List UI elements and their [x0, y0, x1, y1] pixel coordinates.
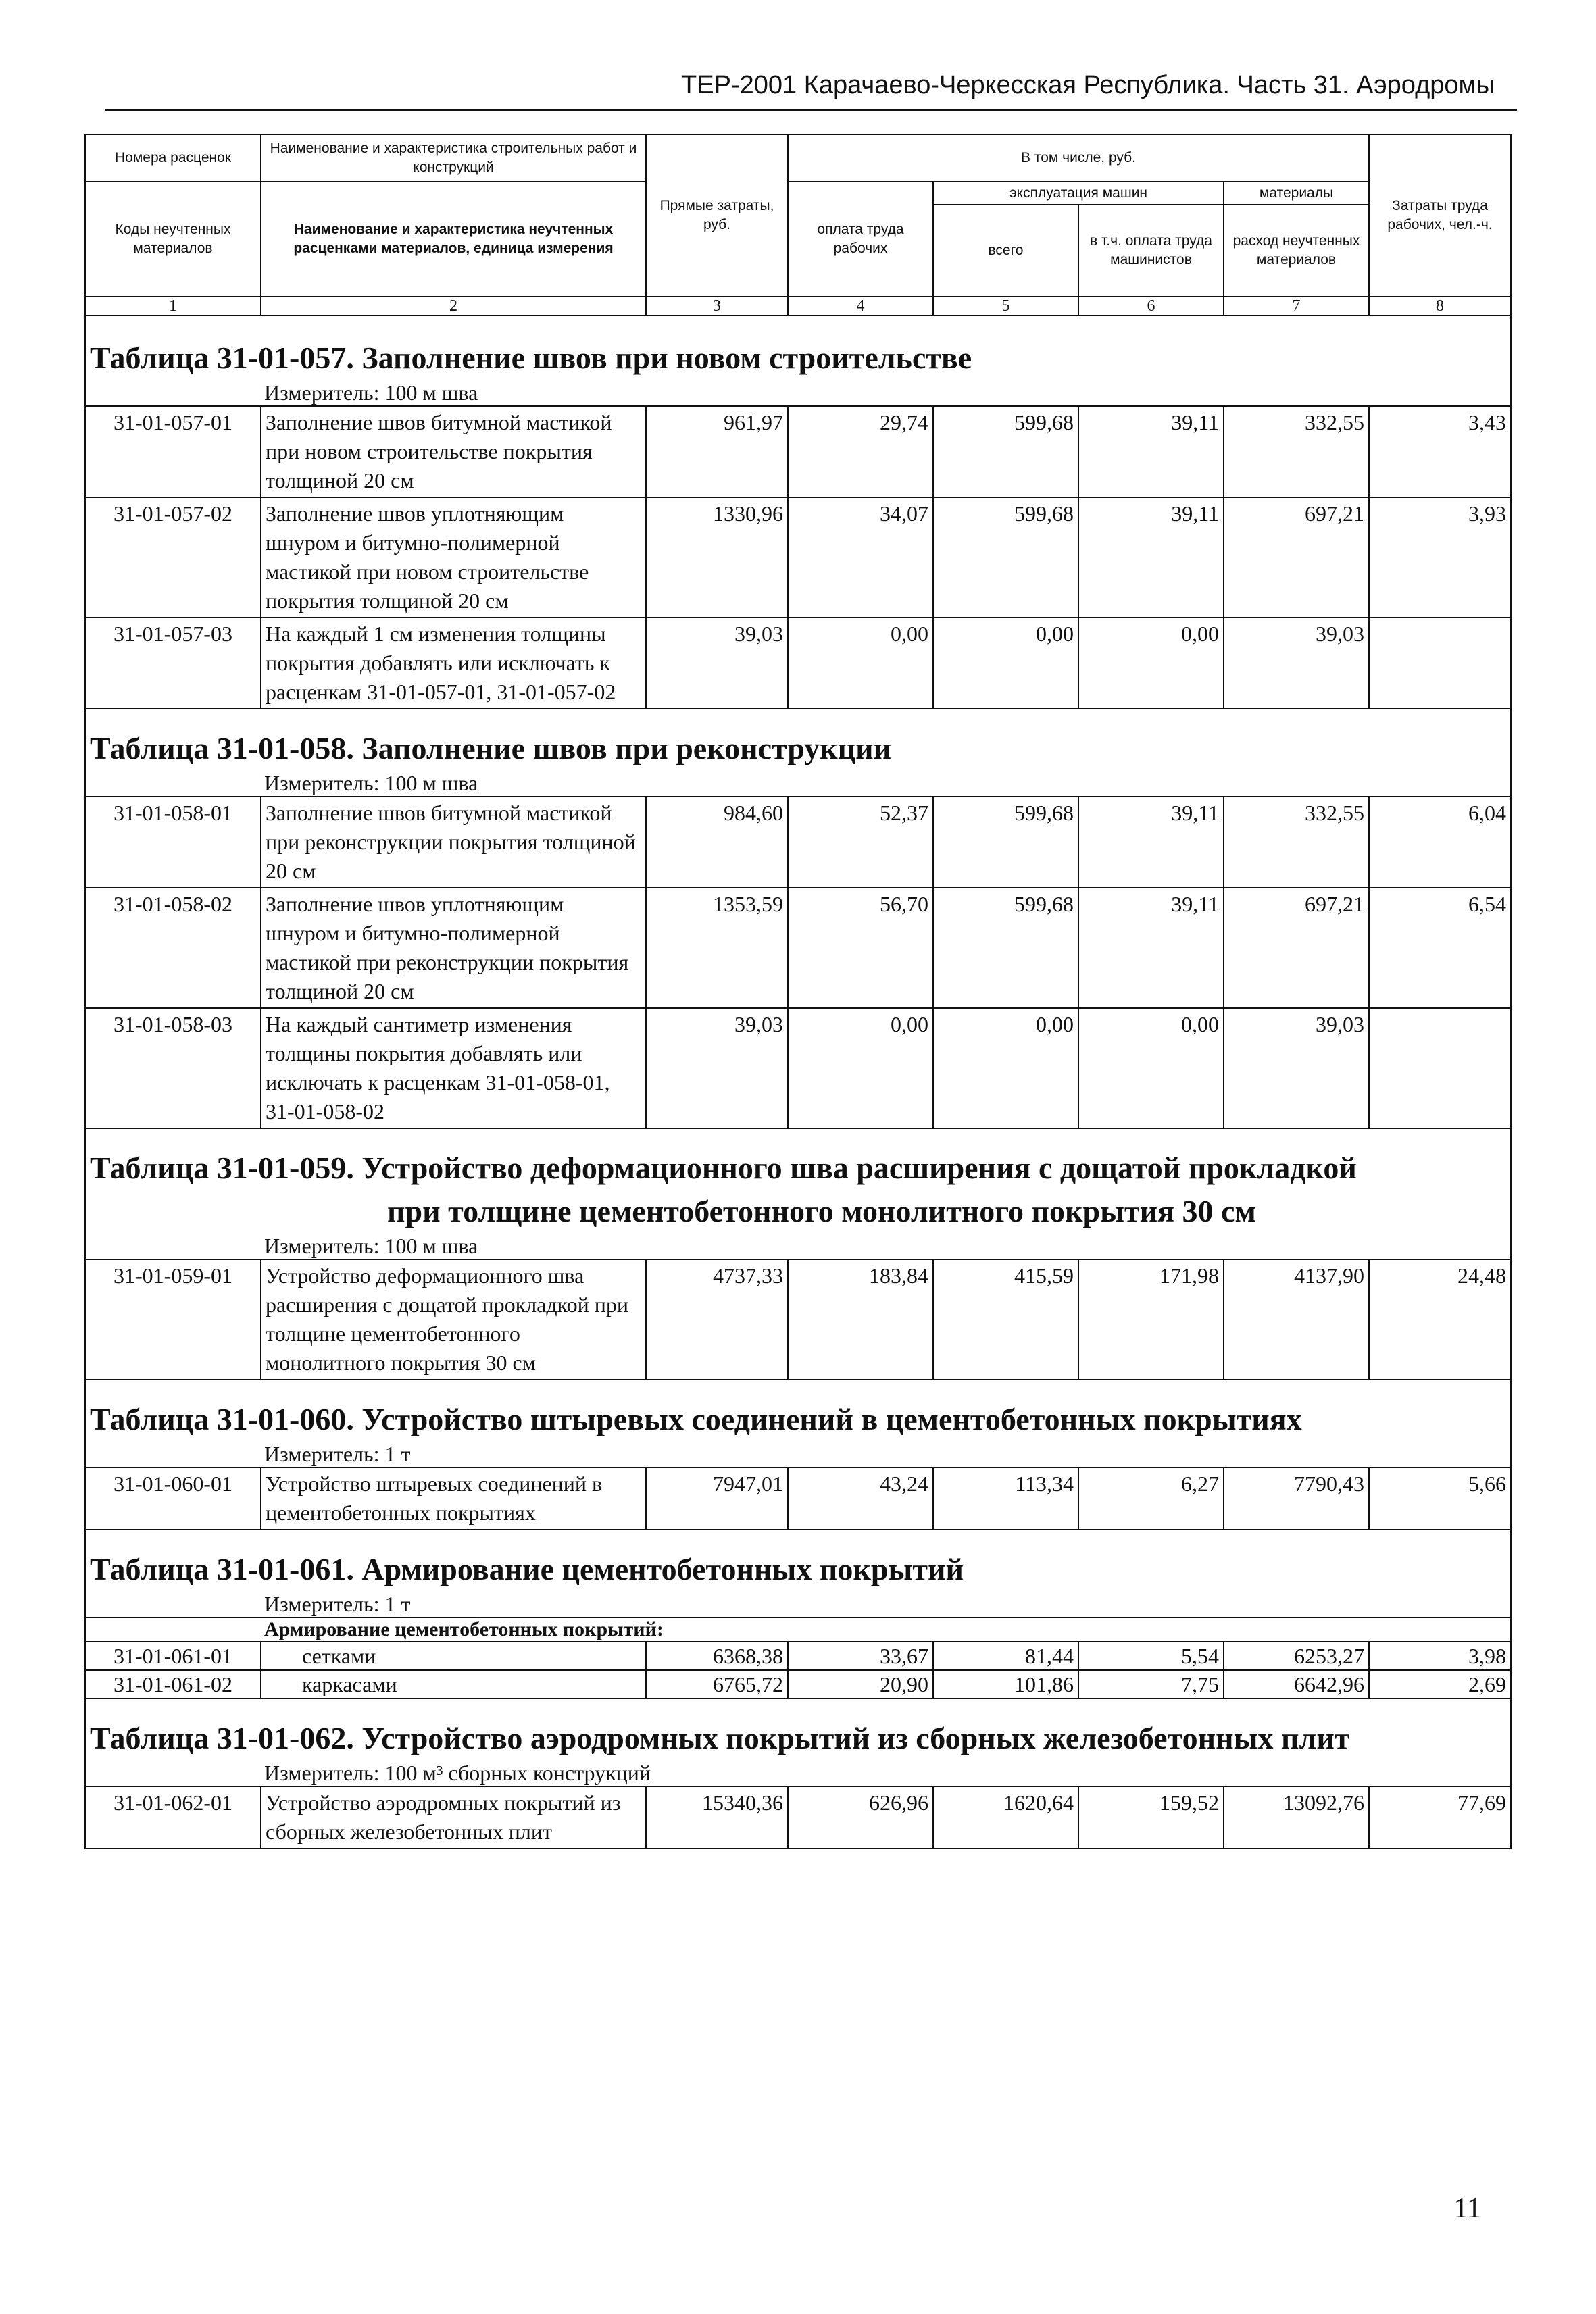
measure-row: [85, 770, 1511, 797]
row-name: Заполнение швов битумной мастикой при новом строительстве покрытия толщиной 20 см: [261, 406, 646, 497]
row-code: 31-01-061-02: [85, 1670, 261, 1699]
row-wages: 29,74: [788, 406, 933, 497]
head-materials: материалы: [1224, 182, 1369, 205]
section-title: Таблица 31-01-058. Заполнение швов при реконструкции: [85, 709, 1511, 770]
colnum: 1: [85, 297, 261, 316]
row-name: Устройство штыревых соединений в цементобетонных покрытиях: [261, 1467, 646, 1530]
row-wages: 183,84: [788, 1259, 933, 1380]
page-number: 11: [1453, 2193, 1481, 2224]
head-name-bottom: Наименование и характеристика неучтенных расценками материалов, единица измерения: [261, 182, 646, 297]
row-machines-wages: 5,54: [1078, 1642, 1224, 1670]
row-materials: 7790,43: [1224, 1467, 1369, 1530]
colnum: 2: [261, 297, 646, 316]
head-labor: Затраты труда рабочих, чел.-ч.: [1369, 134, 1511, 297]
head-num-bottom: Коды неучтенных материалов: [85, 182, 261, 297]
row-labor: [1369, 1008, 1511, 1128]
row-direct: 7947,01: [646, 1467, 788, 1530]
row-materials: 697,21: [1224, 497, 1369, 618]
column-numbers: [85, 297, 1511, 316]
measure-label: Измеритель: 100 м шва: [264, 771, 478, 795]
row-wages: 20,90: [788, 1670, 933, 1699]
row-direct: 15340,36: [646, 1786, 788, 1848]
row-direct: 39,03: [646, 1008, 788, 1128]
subheader-label: Армирование цементобетонных покрытий:: [264, 1618, 664, 1640]
row-labor: 2,69: [1369, 1670, 1511, 1699]
row-wages: 34,07: [788, 497, 933, 618]
row-name: Заполнение швов уплотняющим шнуром и битумно-полимерной мастикой при реконструкции покрытия толщиной 20 см: [261, 888, 646, 1008]
row-name: сетками: [261, 1642, 646, 1670]
row-materials: 6642,96: [1224, 1670, 1369, 1699]
row-name: Заполнение швов битумной мастикой при реконструкции покрытия толщиной 20 см: [261, 797, 646, 888]
row-labor: 24,48: [1369, 1259, 1511, 1380]
row-machines-wages: 7,75: [1078, 1670, 1224, 1699]
row-direct: 39,03: [646, 618, 788, 709]
row-labor: [1369, 618, 1511, 709]
head-num-top: Номера расценок: [85, 134, 261, 182]
colnum: 5: [933, 297, 1078, 316]
measure-label: Измеритель: 100 м шва: [264, 380, 478, 405]
row-machines-total: 0,00: [933, 618, 1078, 709]
head-m-wages: в т.ч. оплата труда машинистов: [1078, 205, 1224, 297]
table-body: [85, 316, 1511, 1848]
table-row: [85, 1259, 1511, 1380]
section-title: Таблица 31-01-057. Заполнение швов при новом строительстве: [85, 316, 1511, 380]
measure-row: [85, 1760, 1511, 1786]
subheader-row: [85, 1617, 1511, 1642]
head-wages: оплата труда рабочих: [788, 182, 933, 297]
row-machines-total: 599,68: [933, 406, 1078, 497]
measure-label: Измеритель: 100 м шва: [264, 1234, 478, 1258]
section-title-line1: Таблица 31-01-059. Устройство деформационного шва расширения с дощатой прокладкой: [90, 1151, 1357, 1185]
row-machines-wages: 6,27: [1078, 1467, 1224, 1530]
row-materials: 4137,90: [1224, 1259, 1369, 1380]
table-row: [85, 1642, 1511, 1670]
row-wages: 43,24: [788, 1467, 933, 1530]
row-name: На каждый 1 см изменения толщины покрытия добавлять или исключать к расценкам 31-01-057-01, 31-01-057-02: [261, 618, 646, 709]
row-code: 31-01-062-01: [85, 1786, 261, 1848]
head-name-top: Наименование и характеристика строительных работ и конструкций: [261, 134, 646, 182]
row-materials: 697,21: [1224, 888, 1369, 1008]
row-materials: 332,55: [1224, 406, 1369, 497]
row-code: 31-01-057-02: [85, 497, 261, 618]
row-direct: 1353,59: [646, 888, 788, 1008]
table-row: [85, 497, 1511, 618]
row-labor: 6,54: [1369, 888, 1511, 1008]
row-wages: 0,00: [788, 1008, 933, 1128]
table-head: [85, 134, 1511, 316]
row-machines-wages: 39,11: [1078, 497, 1224, 618]
row-machines-wages: 39,11: [1078, 888, 1224, 1008]
table-row: [85, 1786, 1511, 1848]
row-name: каркасами: [261, 1670, 646, 1699]
row-machines-total: 415,59: [933, 1259, 1078, 1380]
row-machines-wages: 39,11: [1078, 406, 1224, 497]
table-row: [85, 1008, 1511, 1128]
colnum: 8: [1369, 297, 1511, 316]
row-wages: 33,67: [788, 1642, 933, 1670]
table-row: [85, 888, 1511, 1008]
row-machines-total: 599,68: [933, 797, 1078, 888]
row-direct: 984,60: [646, 797, 788, 888]
row-machines-total: 113,34: [933, 1467, 1078, 1530]
section-title: [85, 1128, 1511, 1233]
row-name: Заполнение швов уплотняющим шнуром и битумно-полимерной мастикой при новом строительстве покрытия толщиной 20 см: [261, 497, 646, 618]
row-materials: 39,03: [1224, 1008, 1369, 1128]
colnum: 4: [788, 297, 933, 316]
row-name: На каждый сантиметр изменения толщины покрытия добавлять или исключать к расценкам 31-01-058-01, 31-01-058-02: [261, 1008, 646, 1128]
row-code: 31-01-057-03: [85, 618, 261, 709]
row-machines-total: 599,68: [933, 497, 1078, 618]
measure-row: [85, 380, 1511, 406]
section-title: Таблица 31-01-060. Устройство штыревых соединений в цементобетонных покрытиях: [85, 1380, 1511, 1441]
row-name: Устройство деформационного шва расширения с дощатой прокладкой при толщине цементобетонного монолитного покрытия 30 см: [261, 1259, 646, 1380]
row-code: 31-01-058-01: [85, 797, 261, 888]
row-machines-wages: 0,00: [1078, 618, 1224, 709]
row-wages: 626,96: [788, 1786, 933, 1848]
colnum: 3: [646, 297, 788, 316]
row-code: 31-01-058-03: [85, 1008, 261, 1128]
row-machines-total: 81,44: [933, 1642, 1078, 1670]
row-machines-wages: 0,00: [1078, 1008, 1224, 1128]
table-row: [85, 797, 1511, 888]
row-machines-total: 101,86: [933, 1670, 1078, 1699]
row-code: 31-01-059-01: [85, 1259, 261, 1380]
document-header: ТЕР-2001 Карачаево-Черкесская Республика. Часть 31. Аэродромы: [681, 71, 1495, 99]
row-labor: 3,98: [1369, 1642, 1511, 1670]
row-direct: 1330,96: [646, 497, 788, 618]
price-table: [84, 134, 1512, 1849]
head-m-total: всего: [933, 205, 1078, 297]
colnum: 6: [1078, 297, 1224, 316]
head-machines: эксплуатация машин: [933, 182, 1224, 205]
row-direct: 6765,72: [646, 1670, 788, 1699]
row-machines-wages: 159,52: [1078, 1786, 1224, 1848]
section-title-line2: при толщине цементобетонного монолитного покрытия 30 см: [387, 1194, 1256, 1228]
table-row: [85, 1670, 1511, 1699]
row-labor: 3,43: [1369, 406, 1511, 497]
row-materials: 6253,27: [1224, 1642, 1369, 1670]
measure-row: [85, 1233, 1511, 1259]
row-code: 31-01-057-01: [85, 406, 261, 497]
section-title: Таблица 31-01-061. Армирование цементобетонных покрытий: [85, 1530, 1511, 1591]
table-row: [85, 1467, 1511, 1530]
row-code: 31-01-058-02: [85, 888, 261, 1008]
row-machines-total: 599,68: [933, 888, 1078, 1008]
row-direct: 6368,38: [646, 1642, 788, 1670]
measure-label: Измеритель: 100 м³ сборных конструкций: [264, 1761, 651, 1785]
row-wages: 56,70: [788, 888, 933, 1008]
row-direct: 4737,33: [646, 1259, 788, 1380]
row-machines-total: 1620,64: [933, 1786, 1078, 1848]
row-code: 31-01-061-01: [85, 1642, 261, 1670]
row-machines-wages: 171,98: [1078, 1259, 1224, 1380]
head-direct: Прямые затраты, руб.: [646, 134, 788, 297]
row-materials: 332,55: [1224, 797, 1369, 888]
row-materials: 39,03: [1224, 618, 1369, 709]
header-rule: [105, 109, 1517, 111]
head-mat-unaccounted: расход неучтенных материалов: [1224, 205, 1369, 297]
row-labor: 6,04: [1369, 797, 1511, 888]
row-labor: 77,69: [1369, 1786, 1511, 1848]
section-title: Таблица 31-01-062. Устройство аэродромных покрытий из сборных железобетонных плит: [85, 1699, 1511, 1760]
row-name: Устройство аэродромных покрытий из сборных железобетонных плит: [261, 1786, 646, 1848]
row-wages: 52,37: [788, 797, 933, 888]
row-labor: 3,93: [1369, 497, 1511, 618]
row-materials: 13092,76: [1224, 1786, 1369, 1848]
head-incl: В том числе, руб.: [788, 134, 1369, 182]
table-row: [85, 618, 1511, 709]
table-row: [85, 406, 1511, 497]
row-labor: 5,66: [1369, 1467, 1511, 1530]
row-wages: 0,00: [788, 618, 933, 709]
row-machines-total: 0,00: [933, 1008, 1078, 1128]
measure-row: [85, 1591, 1511, 1617]
measure-label: Измеритель: 1 т: [264, 1592, 411, 1616]
row-machines-wages: 39,11: [1078, 797, 1224, 888]
measure-row: [85, 1441, 1511, 1467]
row-direct: 961,97: [646, 406, 788, 497]
measure-label: Измеритель: 1 т: [264, 1442, 411, 1466]
colnum: 7: [1224, 297, 1369, 316]
row-code: 31-01-060-01: [85, 1467, 261, 1530]
